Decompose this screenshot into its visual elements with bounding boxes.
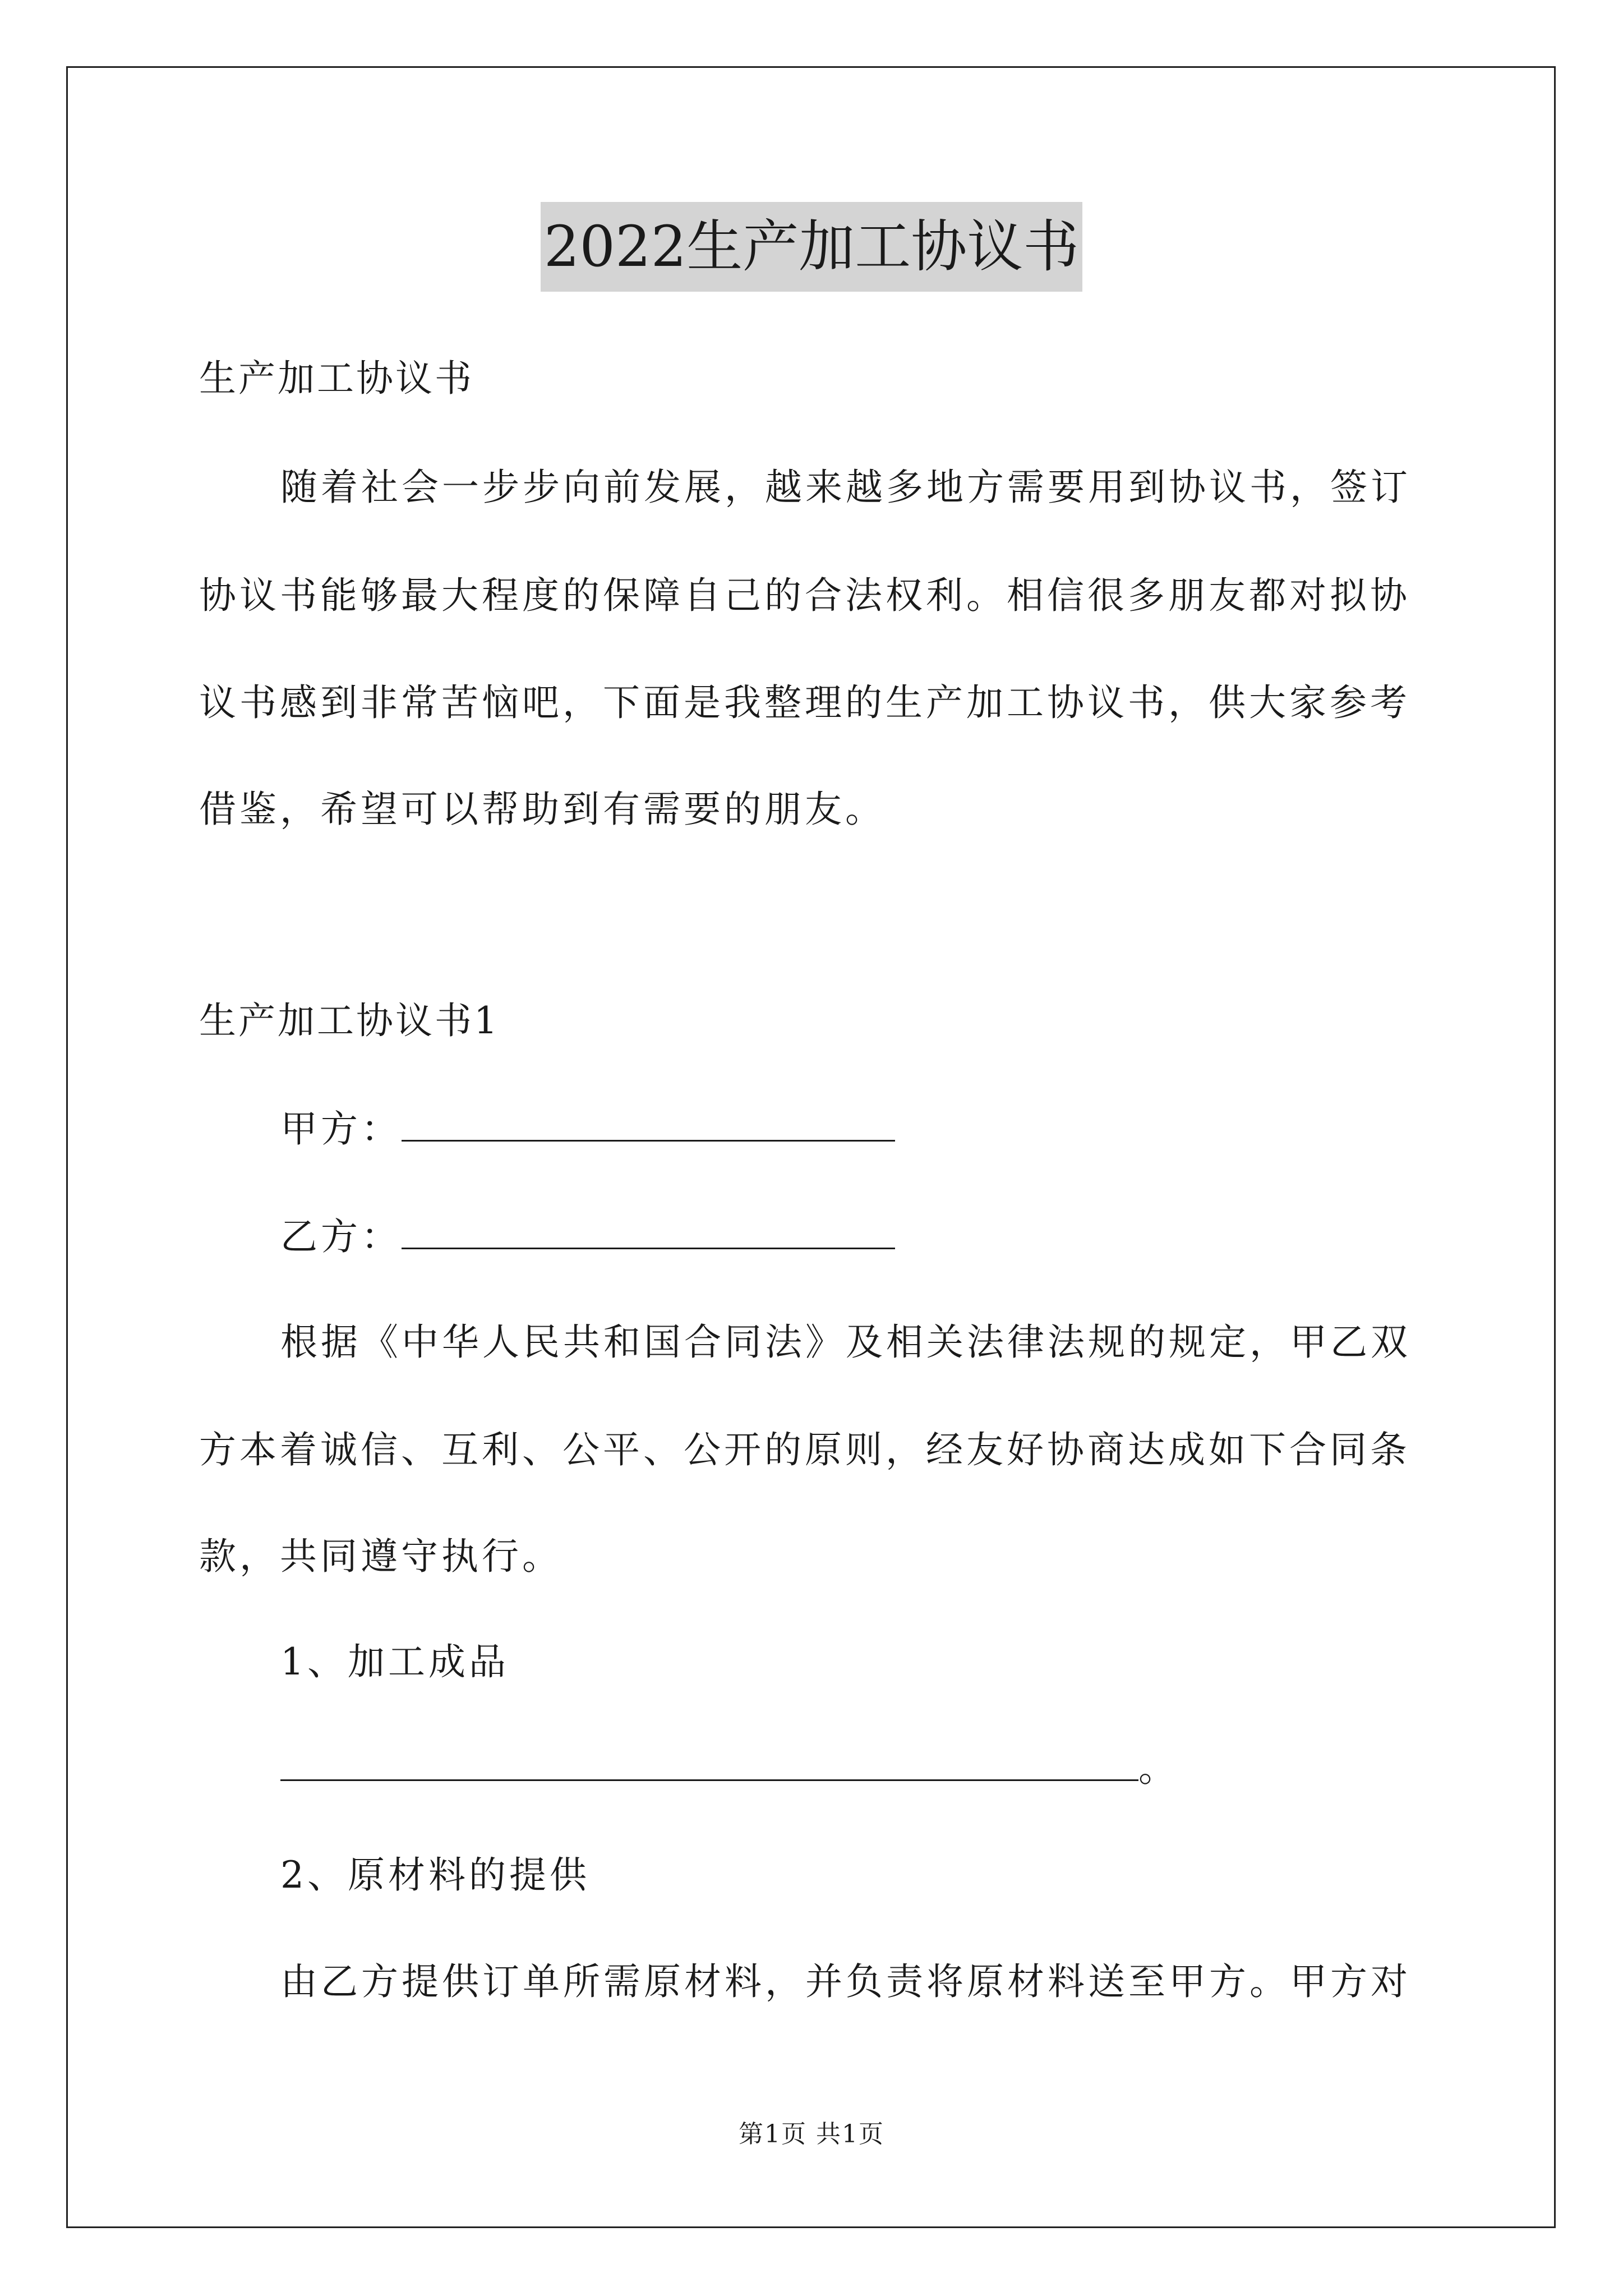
party-b-row	[280, 1212, 895, 1262]
basis-line-2: 方本着诚信、互利、公平、公开的原则，经友好协商达成如下合同条	[199, 1428, 1410, 1471]
document-title	[0, 202, 1623, 292]
party-b-label: 乙方：	[280, 1215, 402, 1258]
party-a-label: 甲方：	[280, 1107, 402, 1151]
item-2-heading: 2、原材料的提供	[280, 1853, 590, 1897]
item-1-heading: 1、加工成品	[280, 1640, 509, 1683]
basis-line-1: 根据《中华人民共和国合同法》及相关法律法规的规定，甲乙双	[280, 1320, 1411, 1364]
basis-line-3: 款，共同遵守执行。	[199, 1535, 562, 1578]
party-b-blank[interactable]	[402, 1213, 895, 1249]
item-1-period: 。	[1138, 1747, 1179, 1790]
agreement-heading: 生产加工协议书1	[199, 999, 500, 1042]
party-a-row	[280, 1104, 895, 1154]
finished-product-blank[interactable]	[280, 1745, 1138, 1781]
item-1-row	[280, 1743, 1179, 1794]
intro-line-2: 协议书能够最大程度的保障自己的合法权利。相信很多朋友都对拟协	[199, 574, 1410, 617]
intro-line-4: 借鉴，希望可以帮助到有需要的朋友。	[199, 788, 886, 831]
document-title-text: 2022生产加工协议书	[541, 202, 1083, 292]
section-heading: 生产加工协议书	[199, 357, 474, 400]
item-2-text-line-1: 由乙方提供订单所需原材料，并负责将原材料送至甲方。甲方对	[280, 1960, 1411, 2003]
intro-line-3: 议书感到非常苦恼吧，下面是我整理的生产加工协议书，供大家参考	[199, 681, 1410, 724]
intro-line-1: 随着社会一步步向前发展，越来越多地方需要用到协议书，签订	[280, 466, 1411, 509]
page-footer: 第1页 共1页	[739, 2120, 884, 2148]
party-a-blank[interactable]	[402, 1105, 895, 1142]
